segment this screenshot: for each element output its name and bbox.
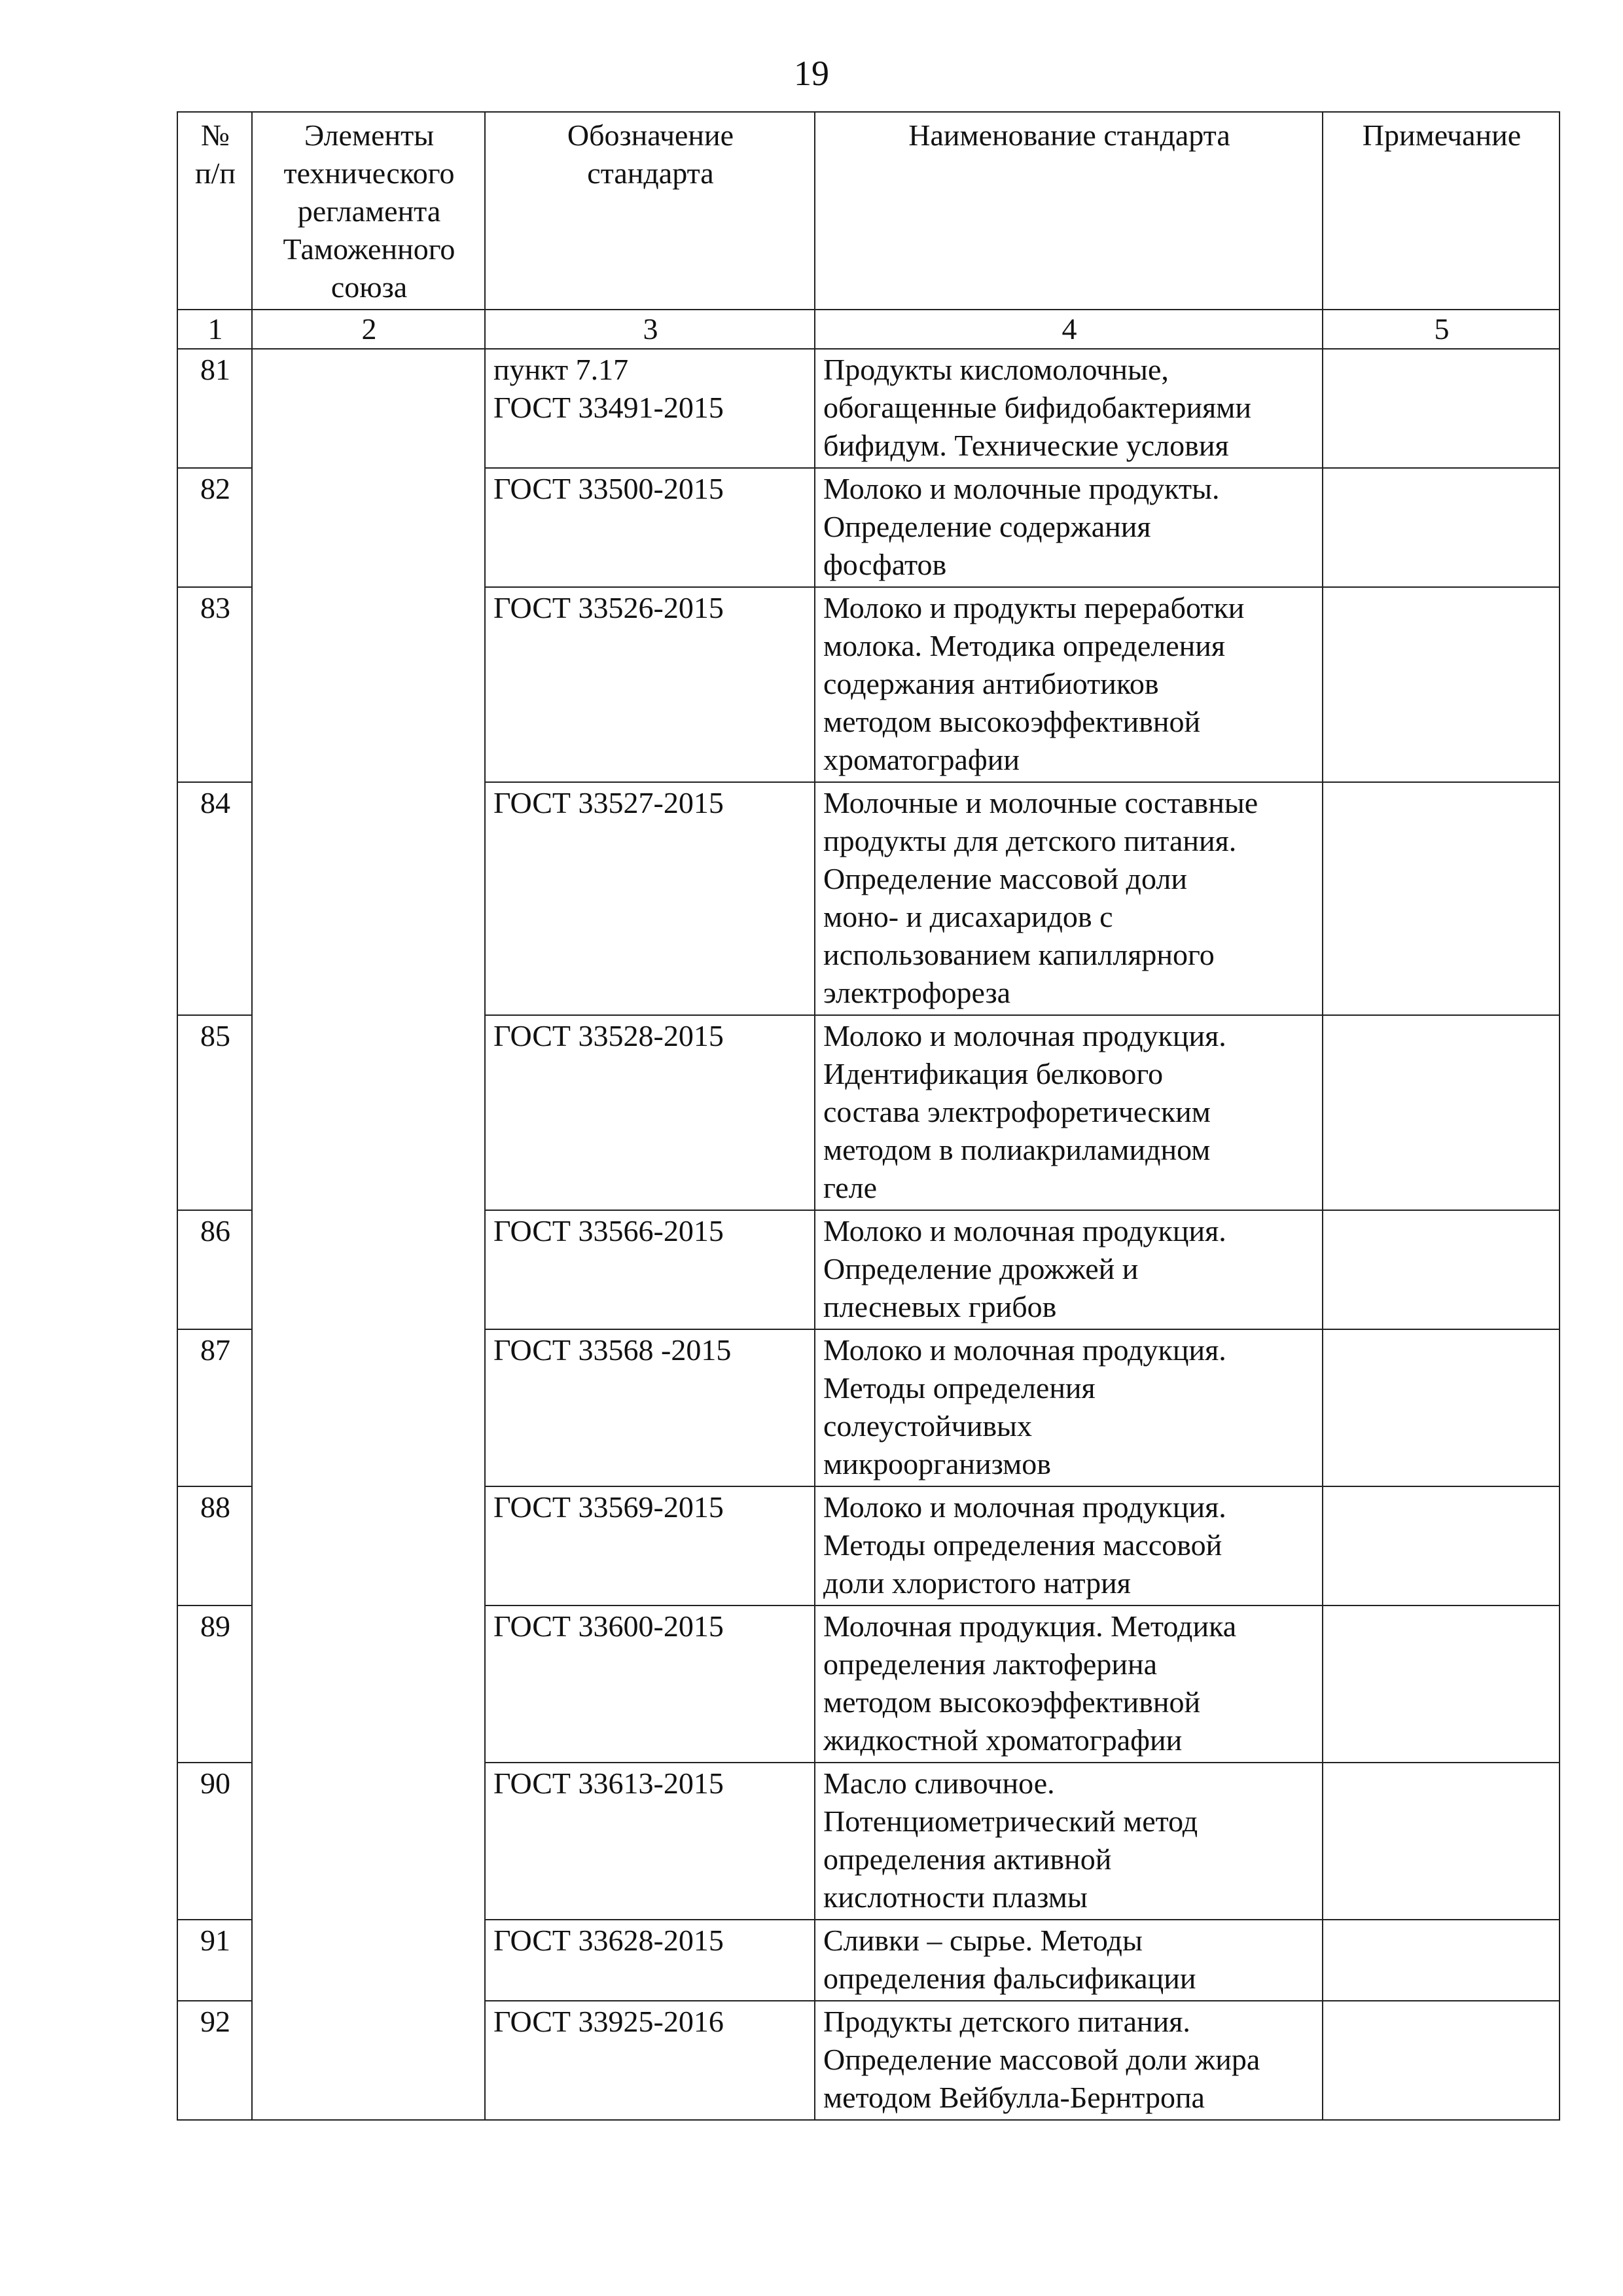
column-number: 3: [485, 310, 815, 349]
row-number: 92: [177, 2001, 252, 2120]
standard-name-line: Молоко и молочные продукты.: [823, 472, 1220, 505]
row-number: 90: [177, 1763, 252, 1920]
designation-line: ГОСТ 33526-2015: [493, 591, 724, 624]
note-cell: [1323, 1329, 1560, 1486]
standard-designation: [485, 587, 815, 782]
standard-name: [815, 1210, 1323, 1329]
page-number: 19: [794, 54, 829, 93]
standard-designation: [485, 349, 815, 468]
designation-line: ГОСТ 33527-2015: [493, 786, 724, 819]
standard-name: [815, 782, 1323, 1015]
standard-name-line: Молоко и молочная продукция.: [823, 1333, 1226, 1367]
designation-line: ГОСТ 33568 -2015: [493, 1333, 732, 1367]
standard-designation: [485, 2001, 815, 2120]
standard-name-line: Потенциометрический метод: [823, 1804, 1198, 1838]
standard-name-line: хроматографии: [823, 743, 1020, 776]
row-number: 81: [177, 349, 252, 468]
standard-name-line: Продукты кисломолочные,: [823, 353, 1169, 386]
header-line: Обозначение: [567, 118, 734, 152]
header-line: Примечание: [1362, 118, 1522, 152]
standard-name-line: методом Вейбулла-Бернтропа: [823, 2081, 1205, 2114]
note-cell: [1323, 349, 1560, 468]
standards-table: [177, 111, 1560, 2121]
header-note: [1323, 112, 1560, 310]
standard-name-line: Продукты детского питания.: [823, 2005, 1190, 2038]
standard-name-line: обогащенные бифидобактериями: [823, 391, 1252, 424]
standard-name-line: Молоко и молочная продукция.: [823, 1490, 1226, 1524]
standard-name-line: солеустойчивых: [823, 1409, 1032, 1443]
standard-name-line: бифидум. Технические условия: [823, 429, 1229, 462]
standard-name: [815, 1015, 1323, 1210]
standard-name-line: Определение содержания: [823, 510, 1151, 543]
standard-name-line: методом высокоэффективной: [823, 1685, 1201, 1719]
standard-name-line: молока. Методика определения: [823, 629, 1226, 662]
standard-name-line: состава электрофоретическим: [823, 1095, 1211, 1128]
standard-name-line: Молоко и молочная продукция.: [823, 1214, 1226, 1247]
header-row: [177, 112, 1560, 310]
header-standard-name: [815, 112, 1323, 310]
designation-line: ГОСТ 33500-2015: [493, 472, 724, 505]
row-number: 87: [177, 1329, 252, 1486]
header-elements: [252, 112, 485, 310]
standard-name-line: Молочные и молочные составные: [823, 786, 1258, 819]
header-line: №: [201, 118, 230, 152]
standard-name-line: Молоко и продукты переработки: [823, 591, 1245, 624]
standard-name-line: жидкостной хроматографии: [823, 1723, 1183, 1757]
standard-name: [815, 1605, 1323, 1763]
standard-name: [815, 1763, 1323, 1920]
standard-designation: [485, 468, 815, 587]
standard-name-line: Определение дрожжей и: [823, 1252, 1139, 1285]
column-number: 4: [815, 310, 1323, 349]
standard-designation: [485, 1920, 815, 2001]
standard-name-line: электрофореза: [823, 976, 1011, 1009]
standard-name-line: Определение массовой доли: [823, 862, 1187, 895]
designation-line: ГОСТ 33600-2015: [493, 1609, 724, 1643]
standard-name: [815, 1920, 1323, 2001]
note-cell: [1323, 1920, 1560, 2001]
row-number: 91: [177, 1920, 252, 2001]
row-number: 84: [177, 782, 252, 1015]
note-cell: [1323, 1210, 1560, 1329]
standard-name-line: Методы определения массовой: [823, 1528, 1222, 1562]
column-number-row: [177, 310, 1560, 349]
table-row: [177, 349, 1560, 468]
standard-name: [815, 468, 1323, 587]
standard-name: [815, 587, 1323, 782]
designation-line: ГОСТ 33613-2015: [493, 1767, 724, 1800]
designation-line: ГОСТ 33491-2015: [493, 391, 724, 424]
designation-line: ГОСТ 33569-2015: [493, 1490, 724, 1524]
header-line: п/п: [194, 156, 236, 190]
column-number: 2: [252, 310, 485, 349]
row-number: 88: [177, 1486, 252, 1605]
standard-name-line: методом в полиакриламидном: [823, 1133, 1211, 1166]
header-line: Таможенного: [283, 232, 455, 266]
standard-name-line: Молочная продукция. Методика: [823, 1609, 1237, 1643]
standard-designation: [485, 1329, 815, 1486]
note-cell: [1323, 2001, 1560, 2120]
standard-name-line: фосфатов: [823, 548, 947, 581]
note-cell: [1323, 587, 1560, 782]
standard-name-line: Методы определения: [823, 1371, 1096, 1405]
standard-name-line: кислотности плазмы: [823, 1880, 1088, 1914]
row-number: 85: [177, 1015, 252, 1210]
designation-line: ГОСТ 33628-2015: [493, 1924, 724, 1957]
note-cell: [1323, 1486, 1560, 1605]
standard-designation: [485, 782, 815, 1015]
note-cell: [1323, 468, 1560, 587]
standard-name-line: моно- и дисахаридов с: [823, 900, 1113, 933]
standard-designation: [485, 1605, 815, 1763]
header-line: Наименование стандарта: [908, 118, 1230, 152]
standard-name-line: содержания антибиотиков: [823, 667, 1159, 700]
standard-name: [815, 1329, 1323, 1486]
standard-name-line: Масло сливочное.: [823, 1767, 1055, 1800]
standard-name-line: плесневых грибов: [823, 1290, 1057, 1323]
header-line: регламента: [297, 194, 441, 228]
standard-name: [815, 349, 1323, 468]
standard-name-line: Молоко и молочная продукция.: [823, 1019, 1226, 1052]
designation-line: ГОСТ 33566-2015: [493, 1214, 724, 1247]
standard-name-line: продукты для детского питания.: [823, 824, 1237, 857]
standard-name-line: геле: [823, 1171, 878, 1204]
standard-name-line: доли хлористого натрия: [823, 1566, 1131, 1600]
row-number: 89: [177, 1605, 252, 1763]
note-cell: [1323, 1605, 1560, 1763]
designation-line: ГОСТ 33925-2016: [493, 2005, 724, 2038]
header-line: технического: [283, 156, 455, 190]
standard-name-line: методом высокоэффективной: [823, 705, 1201, 738]
standard-designation: [485, 1486, 815, 1605]
standard-designation: [485, 1015, 815, 1210]
standard-name-line: использованием капиллярного: [823, 938, 1215, 971]
standard-name-line: Идентификация белкового: [823, 1057, 1164, 1090]
row-number: 82: [177, 468, 252, 587]
column-number: 1: [177, 310, 252, 349]
column-number: 5: [1323, 310, 1560, 349]
designation-line: пункт 7.17: [493, 353, 629, 386]
header-number: [177, 112, 252, 310]
table-body: [177, 349, 1560, 2120]
standard-designation: [485, 1210, 815, 1329]
standard-name: [815, 2001, 1323, 2120]
header-designation: [485, 112, 815, 310]
standard-name-line: определения фальсификации: [823, 1962, 1196, 1995]
standard-name-line: Сливки – сырье. Методы: [823, 1924, 1143, 1957]
note-cell: [1323, 1763, 1560, 1920]
header-line: союза: [330, 270, 408, 304]
standard-name-line: определения активной: [823, 1842, 1112, 1876]
header-line: Элементы: [304, 118, 435, 152]
header-line: стандарта: [587, 156, 714, 190]
note-cell: [1323, 782, 1560, 1015]
note-cell: [1323, 1015, 1560, 1210]
standard-name-line: определения лактоферина: [823, 1647, 1157, 1681]
standard-name-line: Определение массовой доли жира: [823, 2043, 1260, 2076]
designation-line: ГОСТ 33528-2015: [493, 1019, 724, 1052]
regulation-elements-cell: [252, 349, 485, 2120]
standard-designation: [485, 1763, 815, 1920]
row-number: 86: [177, 1210, 252, 1329]
standard-name-line: микроорганизмов: [823, 1447, 1051, 1480]
row-number: 83: [177, 587, 252, 782]
standard-name: [815, 1486, 1323, 1605]
